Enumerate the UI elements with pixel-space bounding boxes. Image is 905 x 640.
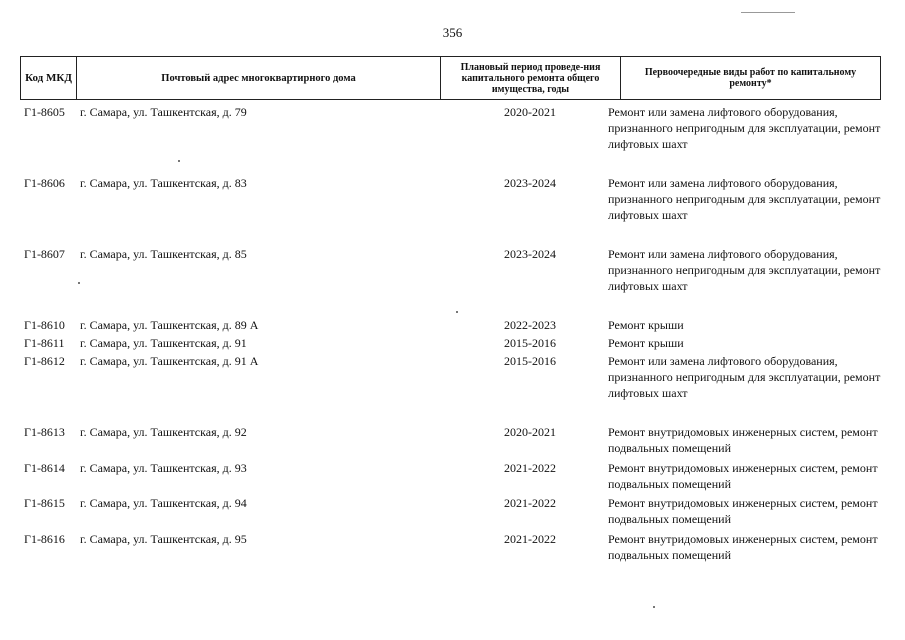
header-address: Почтовый адрес многоквартирного дома <box>77 57 441 99</box>
row-code: Г1-8606 <box>24 176 65 190</box>
row-address: г. Самара, ул. Ташкентская, д. 89 А <box>80 318 259 332</box>
row-address: г. Самара, ул. Ташкентская, д. 91 А <box>80 354 259 368</box>
row-works: Ремонт или замена лифтового оборудования, признанного непригодным для эксплуатации, ремонт лифтовых шахт <box>608 105 881 151</box>
row-code: Г1-8612 <box>24 354 65 368</box>
row-code: Г1-8607 <box>24 247 65 261</box>
row-period: 2023-2024 <box>504 176 556 190</box>
row-address: г. Самара, ул. Ташкентская, д. 95 <box>80 532 247 546</box>
row-address: г. Самара, ул. Ташкентская, д. 92 <box>80 425 247 439</box>
row-address: г. Самара, ул. Ташкентская, д. 85 <box>80 247 247 261</box>
row-works: Ремонт внутридомовых инженерных систем, ремонт подвальных помещений <box>608 461 878 491</box>
row-works: Ремонт крыши <box>608 336 684 350</box>
row-works: Ремонт внутридомовых инженерных систем, ремонт подвальных помещений <box>608 425 878 455</box>
row-address: г. Самара, ул. Ташкентская, д. 93 <box>80 461 247 475</box>
row-period: 2021-2022 <box>504 461 556 475</box>
row-address: г. Самара, ул. Ташкентская, д. 83 <box>80 176 247 190</box>
row-address: г. Самара, ул. Ташкентская, д. 94 <box>80 496 247 510</box>
scan-speck <box>456 311 458 313</box>
row-period: 2015-2016 <box>504 354 556 368</box>
header-works: Первоочередные виды работ по капитальному ремонту* <box>644 67 857 89</box>
row-works: Ремонт внутридомовых инженерных систем, ремонт подвальных помещений <box>608 496 878 526</box>
row-code: Г1-8615 <box>24 496 65 510</box>
page-number: 356 <box>442 25 463 40</box>
scan-speck <box>178 160 180 162</box>
row-code: Г1-8613 <box>24 425 65 439</box>
row-works: Ремонт или замена лифтового оборудования, признанного непригодным для эксплуатации, ремонт лифтовых шахт <box>608 176 881 222</box>
row-period: 2020-2021 <box>504 105 556 119</box>
header-code: Код МКД <box>21 57 77 99</box>
row-code: Г1-8611 <box>24 336 65 350</box>
row-address: г. Самара, ул. Ташкентская, д. 91 <box>80 336 247 350</box>
row-code: Г1-8605 <box>24 105 65 119</box>
row-works: Ремонт крыши <box>608 318 684 332</box>
row-period: 2023-2024 <box>504 247 556 261</box>
row-code: Г1-8614 <box>24 461 65 475</box>
row-period: 2022-2023 <box>504 318 556 332</box>
row-period: 2020-2021 <box>504 425 556 439</box>
row-code: Г1-8616 <box>24 532 65 546</box>
row-works: Ремонт или замена лифтового оборудования, признанного непригодным для эксплуатации, ремонт лифтовых шахт <box>608 247 881 293</box>
row-code: Г1-8610 <box>24 318 65 332</box>
row-period: 2021-2022 <box>504 532 556 546</box>
row-works: Ремонт внутридомовых инженерных систем, ремонт подвальных помещений <box>608 532 878 562</box>
row-works: Ремонт или замена лифтового оборудования, признанного непригодным для эксплуатации, ремонт лифтовых шахт <box>608 354 881 400</box>
row-period: 2015-2016 <box>504 336 556 350</box>
row-period: 2021-2022 <box>504 496 556 510</box>
scan-speck <box>653 606 655 608</box>
scan-speck <box>78 282 80 284</box>
row-address: г. Самара, ул. Ташкентская, д. 79 <box>80 105 247 119</box>
header-period: Плановый период проведе-ния капитального ремонта общего имущества, годы <box>441 57 621 99</box>
